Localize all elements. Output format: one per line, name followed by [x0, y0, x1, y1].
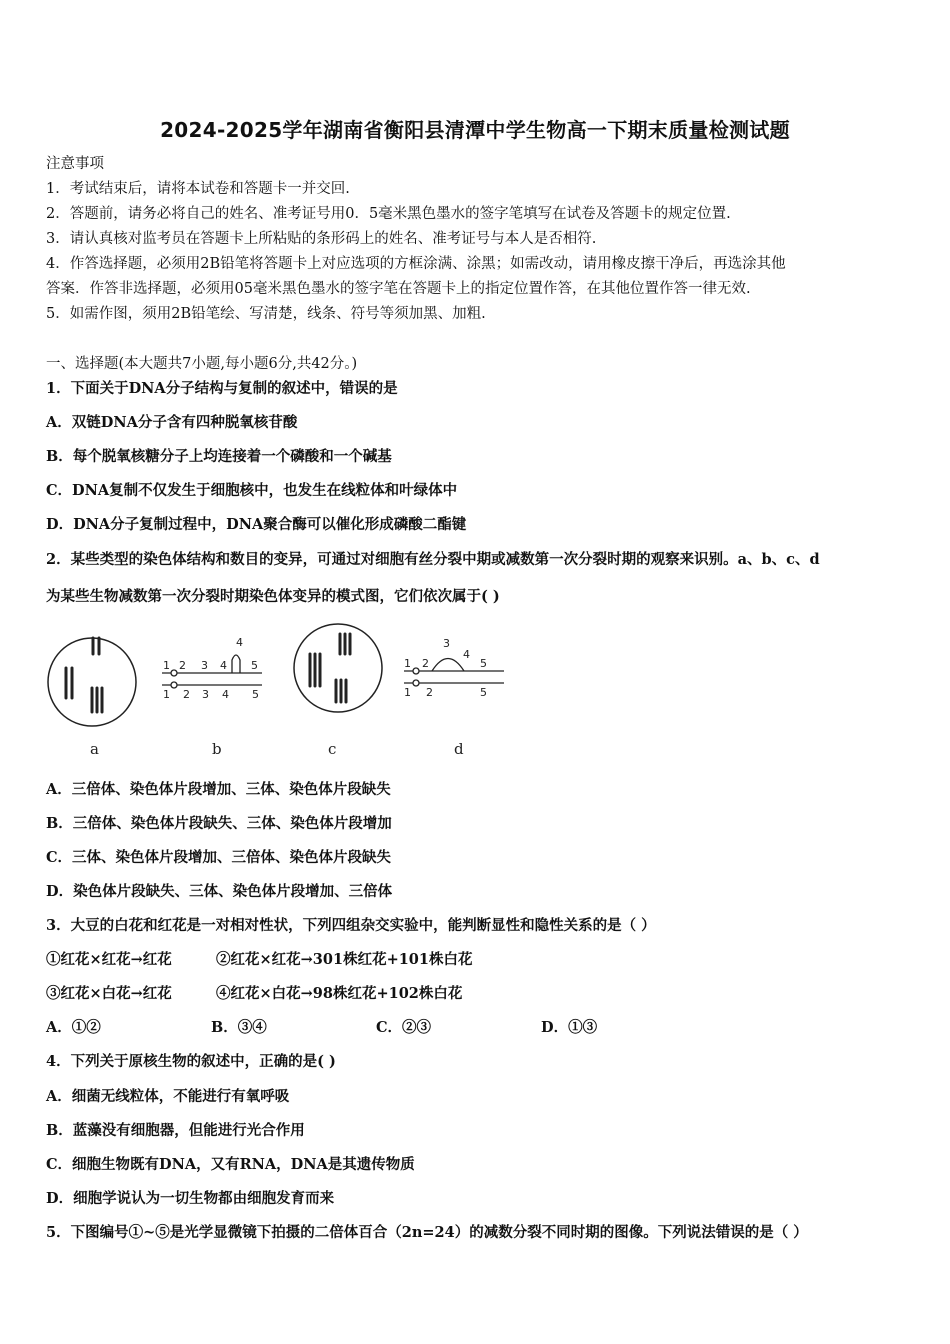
figure-d-top-number: 1 — [404, 657, 411, 670]
question-3-crosses-row — [46, 948, 916, 969]
question-4-option-d: D．细胞学说认为一切生物都由细胞发育而来 — [46, 1190, 335, 1207]
figure-d-chromosome-pair — [404, 659, 504, 687]
question-3-crosses-row — [46, 982, 916, 1003]
question-2-option-c: C．三体、染色体片段增加、三倍体、染色体片段缺失 — [46, 849, 392, 866]
notice-item: 2．答题前，请务必将自己的姓名、准考证号用0．5毫米黑色墨水的签字笔填写在试卷及答题卡的规定位置. — [46, 206, 731, 222]
question-4-option-b: B．蓝藻没有细胞器，但能进行光合作用 — [46, 1122, 305, 1139]
figure-b-chromosome-pair — [162, 655, 262, 688]
figure-d-top-number: 4 — [463, 648, 470, 661]
notice-item: 3．请认真核对监考员在答题卡上所粘贴的条形码上的姓名、准考证号与本人是否相符. — [46, 231, 597, 247]
figure-b-bottom-number: 1 — [163, 688, 170, 701]
question-1-option-c: C．DNA复制不仅发生于细胞核中，也发生在线粒体和叶绿体中 — [46, 482, 458, 499]
figure-b-top-number: 4 — [236, 636, 243, 649]
question-2-option-d: D．染色体片段缺失、三体、染色体片段增加、三倍体 — [46, 883, 393, 900]
notice-item: 5．如需作图，须用2B铅笔绘、写清楚，线条、符号等须加黑、加粗. — [46, 306, 486, 322]
question-4-option-c: C．细胞生物既有DNA，又有RNA，DNA是其遗传物质 — [46, 1156, 415, 1173]
question-1-option-d: D．DNA分子复制过程中，DNA聚合酶可以催化形成磷酸二酯键 — [46, 516, 467, 533]
cross-item: ②红花×红花→301株红花+101株白花 — [216, 951, 473, 968]
figure-b-bottom-number: 2 — [183, 688, 190, 701]
figure-d-bottom-number: 5 — [480, 686, 487, 699]
notice-item: 1．考试结束后，请将本试卷和答题卡一并交回. — [46, 181, 350, 197]
question-3-option-b: B．③④ — [211, 1019, 267, 1036]
question-1-stem: 1．下面关于DNA分子结构与复制的叙述中，错误的是 — [46, 380, 398, 397]
figure-label-a: a — [90, 740, 99, 758]
figure-b-bottom-number: 4 — [222, 688, 229, 701]
chromosome-variation-figure — [46, 616, 516, 762]
figure-b-bottom-number: 3 — [202, 688, 209, 701]
figure-b-top-number: 3 — [201, 659, 208, 672]
question-4-option-a: A．细菌无线粒体，不能进行有氧呼吸 — [46, 1088, 290, 1105]
question-3-stem: 3．大豆的白花和红花是一对相对性状，下列四组杂交实验中，能判断显性和隐性关系的是（ ） — [46, 917, 656, 934]
question-3-option-d: D．①③ — [541, 1019, 598, 1036]
cross-item: ④红花×白花→98株红花+102株白花 — [216, 985, 463, 1002]
cross-item: ①红花×红花→红花 — [46, 951, 172, 968]
figure-d-bottom-number: 1 — [404, 686, 411, 699]
figure-b-top-number: 4 — [220, 659, 227, 672]
figure-c-cell — [294, 624, 382, 712]
question-2-option-a: A．三倍体、染色体片段增加、三体、染色体片段缺失 — [46, 781, 391, 798]
notice-heading: 注意事项 — [46, 156, 104, 172]
figure-d-top-number: 2 — [422, 657, 429, 670]
question-3-options — [46, 1016, 916, 1037]
figure-a-cell — [48, 638, 136, 726]
cross-item: ③红花×白花→红花 — [46, 985, 172, 1002]
notice-item: 答案．作答非选择题，必须用05毫米黑色墨水的签字笔在答题卡上的指定位置作答，在其他位置作答一律无效. — [46, 281, 751, 297]
figure-label-b: b — [212, 740, 222, 758]
figure-b-top-number: 5 — [251, 659, 258, 672]
figure-d-top-number: 3 — [443, 637, 450, 650]
question-1-option-b: B．每个脱氧核糖分子上均连接着一个磷酸和一个碱基 — [46, 448, 392, 465]
figure-label-c: c — [328, 740, 337, 758]
question-2-stem-line1: 2．某些类型的染色体结构和数目的变异，可通过对细胞有丝分裂中期或减数第一次分裂时期的观察来识别。a、b、c、d — [46, 551, 820, 568]
figure-d-bottom-number: 2 — [426, 686, 433, 699]
figure-b-top-number: 1 — [163, 659, 170, 672]
question-2-stem-line2: 为某些生物减数第一次分裂时期染色体变异的模式图，它们依次属于( ) — [46, 588, 500, 605]
section-heading: 一、选择题(本大题共7小题,每小题6分,共42分。) — [46, 356, 358, 372]
question-5-stem: 5．下图编号①~⑤是光学显微镜下拍摄的二倍体百合（2n=24）的减数分裂不同时期的图像。下列说法错误的是（ ） — [46, 1224, 808, 1241]
question-3-option-c: C．②③ — [376, 1019, 432, 1036]
figure-d-top-number: 5 — [480, 657, 487, 670]
question-4-stem: 4．下列关于原核生物的叙述中，正确的是( ) — [46, 1053, 336, 1070]
question-2-option-b: B．三倍体、染色体片段缺失、三体、染色体片段增加 — [46, 815, 392, 832]
figure-b-bottom-number: 5 — [252, 688, 259, 701]
question-3-option-a: A．①② — [46, 1019, 101, 1036]
question-1-option-a: A．双链DNA分子含有四种脱氧核苷酸 — [46, 414, 298, 431]
figure-label-d: d — [454, 740, 464, 758]
page-title: 2024-2025学年湖南省衡阳县清潭中学生物高一下期末质量检测试题 — [160, 118, 790, 142]
notice-item: 4．作答选择题，必须用2B铅笔将答题卡上对应选项的方框涂满、涂黑；如需改动，请用橡皮擦干净后，再选涂其他 — [46, 256, 786, 272]
figure-b-top-number: 2 — [179, 659, 186, 672]
